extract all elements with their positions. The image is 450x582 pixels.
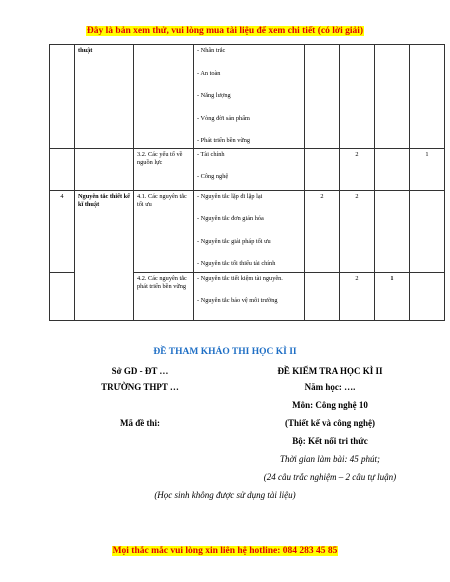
- hotline-text: Mọi thắc mắc vui lòng xin liên hệ hotline: 084 283 45 85: [112, 546, 338, 556]
- exam-format: (24 câu trắc nghiệm – 2 câu tự luận): [263, 472, 397, 482]
- cell-count: [340, 45, 375, 149]
- cell-requirements: [194, 148, 305, 190]
- requirement-item: - Nguyên tắc bảo vệ môi trường: [197, 297, 278, 304]
- top-banner-text: Đây là bản xem thử, vui lòng mua tài liệu để xem chi tiết (có lời giải): [86, 26, 364, 36]
- cell-count: [410, 190, 445, 272]
- school-name: TRƯỜNG THPT …: [101, 382, 179, 392]
- school-year: Năm học: ….: [304, 382, 356, 392]
- cell-requirements: [194, 272, 305, 320]
- exam-duration: Thời gian làm bài: 45 phút;: [279, 454, 381, 464]
- requirement-item: - Phát triển bền vững: [197, 137, 251, 144]
- bottom-banner: [0, 546, 450, 556]
- cell-count: 2: [340, 148, 375, 190]
- cell-stt: [50, 45, 75, 149]
- cell-count: 2: [305, 190, 340, 272]
- cell-subtopic: 4.1. Các nguyên tắc tối ưu: [134, 190, 194, 272]
- cell-subtopic: 3.2. Các yếu tố về nguồn lực: [134, 148, 194, 190]
- exam-title: ĐỀ KIỂM TRA HỌC KÌ II: [277, 366, 383, 376]
- cell-topic: [75, 148, 134, 190]
- cell-count: 2: [340, 190, 375, 272]
- cell-requirements: [194, 190, 305, 272]
- top-banner: [0, 26, 450, 36]
- cell-stt: [50, 148, 75, 190]
- cell-count: [410, 45, 445, 149]
- cell-count: 1: [375, 272, 410, 320]
- requirement-item: - Nguyên tắc tiết kiệm tài nguyên.: [197, 274, 283, 282]
- cell-stt: [50, 272, 75, 320]
- cell-stt: 4: [50, 190, 75, 272]
- table-row: [50, 45, 445, 149]
- cell-topic: Nguyên tắc thiết kế kĩ thuật: [75, 190, 134, 320]
- reference-exam-title: ĐỀ THAM KHẢO THI HỌC KÌ II: [153, 347, 297, 357]
- requirement-item: - An toàn: [197, 69, 221, 77]
- cell-count: [375, 190, 410, 272]
- cell-count: [410, 272, 445, 320]
- exam-note: (Học sinh không được sử dụng tài liệu): [154, 490, 296, 500]
- requirement-item: - Nguyên tắc lặp đi lặp lại: [197, 192, 263, 200]
- cell-subtopic: [134, 45, 194, 149]
- requirement-item: - Nguyên tắc giải pháp tối ưu: [197, 237, 271, 245]
- cell-count: [305, 148, 340, 190]
- cell-count: [375, 45, 410, 149]
- subject-line: Môn: Công nghệ 10: [292, 400, 368, 410]
- textbook-series: Bộ: Kết nối tri thức: [292, 436, 368, 446]
- cell-count: 2: [340, 272, 375, 320]
- cell-requirements: [194, 45, 305, 149]
- requirement-item: - Công nghệ: [197, 173, 229, 180]
- subject-subtitle: (Thiết kế và công nghệ): [285, 418, 375, 428]
- department-name: Sở GD - ĐT …: [111, 366, 169, 376]
- cell-topic: thuật: [75, 45, 134, 149]
- requirement-item: - Nhân trắc: [197, 47, 226, 54]
- table-row: [50, 148, 445, 190]
- cell-count: [305, 45, 340, 149]
- exam-code-label: Mã đề thi:: [120, 418, 160, 428]
- exam-matrix-table: [49, 44, 445, 321]
- table-row: [50, 190, 445, 272]
- requirement-item: - Nguyên tắc đơn giản hóa: [197, 215, 264, 222]
- requirement-item: - Nguyên tắc tối thiểu tài chính: [197, 260, 276, 267]
- cell-subtopic: 4.2. Các nguyên tắc phát triển bền vững: [134, 272, 194, 320]
- cell-count: [375, 148, 410, 190]
- requirement-item: - Vòng đời sản phẩm: [197, 114, 250, 122]
- cell-count: 1: [410, 148, 445, 190]
- requirement-item: - Tài chính: [197, 150, 225, 158]
- requirement-item: - Năng lượng: [197, 92, 231, 99]
- cell-count: [305, 272, 340, 320]
